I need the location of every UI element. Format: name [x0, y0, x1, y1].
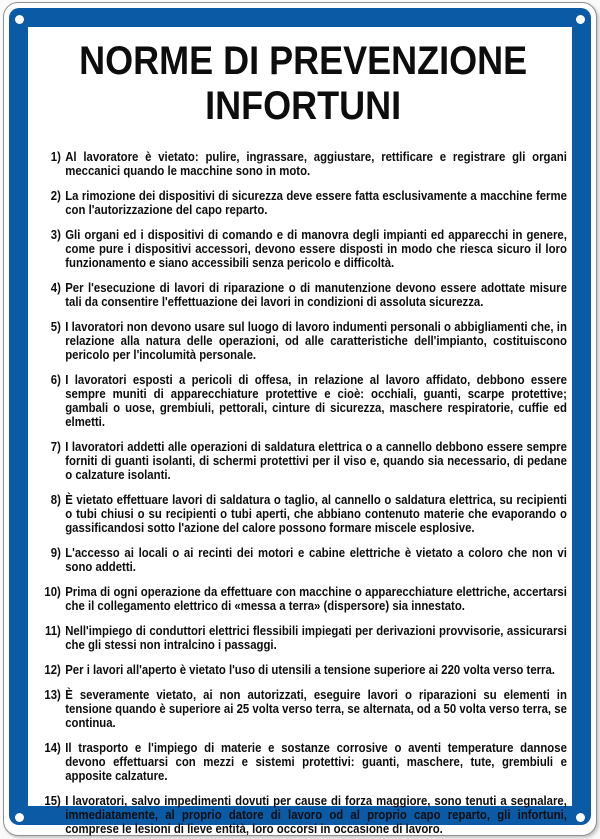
rule-item — [39, 585, 567, 613]
rule-number: 9) — [50, 545, 61, 560]
rule-item — [39, 228, 567, 270]
rule-text: Il trasporto e l'impiego di materie e sostanze corrosive o aventi temperature dannose devono effettuarsi con mezzi e sistemi protettivi: guanti, maschere, tute, grembiuli e apposite calzature. — [65, 740, 567, 783]
rule-text: Nell'impiego di conduttori elettrici flessibili impiegati per derivazioni provvisorie, assicurarsi che gli stessi non intralcino i passaggi. — [65, 623, 567, 652]
rule-number: 8) — [50, 492, 61, 507]
rule-item — [39, 688, 567, 730]
rule-item — [39, 189, 567, 217]
rule-text: I lavoratori, salvo impedimenti dovuti per cause di forza maggiore, sono tenuti a segnalare, immediatamente, al proprio datore di lavoro od al proprio capo reparto, gli infortuni, comprese le lesioni di lieve entità, loro occorsi in occasione di lavoro. — [65, 793, 567, 836]
rule-item — [39, 741, 567, 783]
rule-item — [39, 373, 567, 429]
rule-number: 4) — [50, 280, 61, 295]
sign-title: NORME DI PREVENZIONE INFORTUNI — [79, 39, 528, 128]
rule-text: La rimozione dei dispositivi di sicurezza deve essere fatta esclusivamente a macchine ferme con l'autorizzazione del capo reparto. — [65, 188, 567, 217]
rule-text: I lavoratori addetti alle operazioni di saldatura elettrica o a cannello debbono essere sempre forniti di guanti isolanti, di schermi protettivi per il viso e, quando sia necessario, di pedane o calzature isolanti. — [65, 439, 567, 482]
mounting-hole-bottom-left — [15, 813, 24, 822]
rule-item — [39, 493, 567, 535]
rule-number: 12) — [44, 662, 61, 677]
rule-number: 6) — [50, 372, 61, 387]
rule-number: 3) — [50, 227, 61, 242]
rules-list — [39, 150, 567, 836]
rule-item — [39, 624, 567, 652]
rule-item — [39, 663, 567, 677]
rule-number: 7) — [50, 439, 61, 454]
rule-item — [39, 546, 567, 574]
mounting-hole-top-left — [15, 15, 24, 24]
rule-text: I lavoratori non devono usare sul luogo di lavoro indumenti personali o abbigliamenti che, in relazione alla natura delle operazioni, od alle caratteristiche dell'impianto, costituiscono pericolo per l'incolumità personale. — [65, 319, 567, 362]
rule-number: 5) — [50, 319, 61, 334]
rule-number: 14) — [44, 740, 61, 755]
rule-text: Gli organi ed i dispositivi di comando e di manovra degli impianti ed apparecchi in genere, come pure i dispositivi accessori, devono essere disposti in modo che riesca sicuro il loro funzionamento e siano accessibili senza pericolo e difficoltà. — [65, 227, 567, 270]
rule-text: Per i lavori all'aperto è vietato l'uso di utensili a tensione superiore ai 220 volta verso terra. — [65, 662, 555, 677]
rule-text: Al lavoratore è vietato: pulire, ingrassare, aggiustare, rettificare e registrare gli organi meccanici quando le macchine sono in moto. — [65, 149, 567, 178]
rule-number: 2) — [50, 188, 61, 203]
rule-number: 10) — [44, 584, 61, 599]
mounting-hole-top-right — [576, 15, 585, 24]
rule-text: I lavoratori esposti a pericoli di offesa, in relazione al lavoro affidato, debbono essere sempre muniti di apparecchiature protettive e cioè: occhiali, guanti, scarpe protettive; gambali o uose, grembiuli, pettorali, cinture di sicurezza, maschere respiratorie, cuffie ed elmetti. — [65, 372, 567, 429]
rule-number: 1) — [50, 149, 61, 164]
rule-text: L'accesso ai locali o ai recinti dei motori e cabine elettriche è vietato a coloro che non vi sono addetti. — [65, 545, 567, 574]
sign-content — [39, 39, 567, 836]
rule-number: 11) — [45, 623, 61, 638]
rule-item — [39, 320, 567, 362]
rule-item — [39, 150, 567, 178]
rule-text: Per l'esecuzione di lavori di riparazione o di manutenzione devono essere adottate misure tali da consentire l'effettuazione dei lavori in condizioni di assoluta sicurezza. — [65, 280, 567, 309]
rule-text: È severamente vietato, ai non autorizzati, eseguire lavori o riparazioni su elementi in tensione quando è superiore ai 25 volta verso terra, se alternata, od a 50 volta verso terra, se continua. — [65, 687, 567, 730]
rule-item — [39, 281, 567, 309]
rule-text: Prima di ogni operazione da effettuare con macchine o apparecchiature elettriche, accertarsi che il collegamento elettrico di «messa a terra» (dispersore) sia innestato. — [65, 584, 567, 613]
rule-text: È vietato effettuare lavori di saldatura o taglio, al cannello o saldatura elettrica, su recipienti o tubi chiusi o su recipienti o tubi aperti, che abbiano contenuto materie che evaporando o gassificandosi sotto l'azione del calore possono formare miscele esplosive. — [65, 492, 567, 535]
rule-number: 15) — [44, 793, 61, 808]
rule-item — [39, 440, 567, 482]
mounting-hole-bottom-right — [576, 813, 585, 822]
sign-plate — [3, 2, 597, 836]
rule-item — [39, 794, 567, 836]
rule-number: 13) — [44, 687, 61, 702]
